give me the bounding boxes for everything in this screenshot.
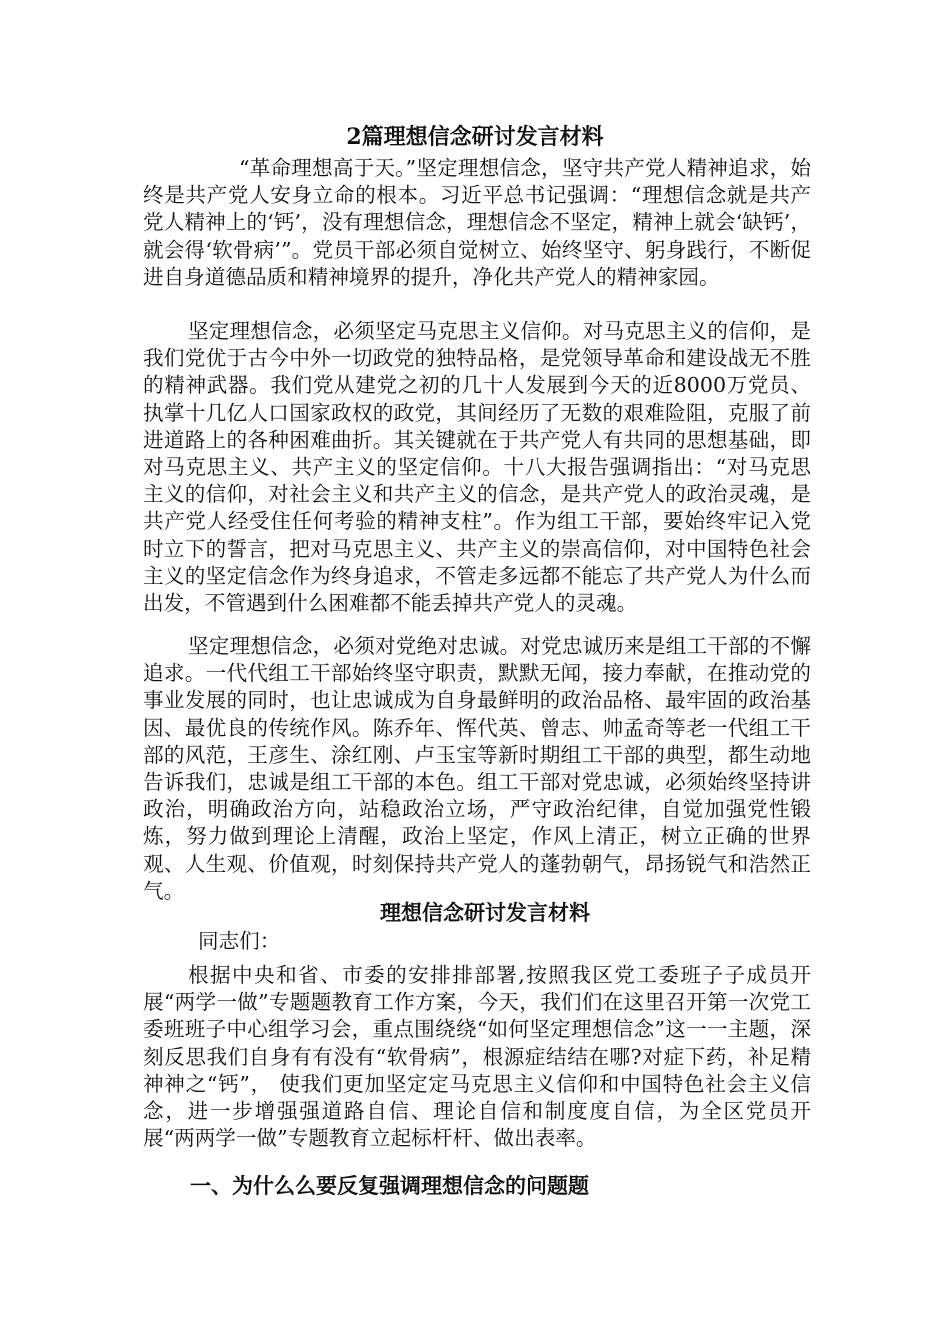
section-heading-one: 一、为什么么要反复强调理想信念的问题题 <box>190 1173 589 1198</box>
paragraph-loyalty: 坚定理想信念，必须对党绝对忠诚。对党忠诚历来是组工干部的不懈追求。一代代组工干部始终坚守职责，默默无闻，接力奉献，在推动党的事业发展的同时，也让忠诚成为自身最鲜明的政治品格、最牢固的政治基因、最优良的传统作风。陈乔年、恽代英、曾志、帅孟奇等老一代组工干部的风范，王彦生、涂红刚、卢玉宝等新时期组工干部的典型，都生动地告诉我们，忠诚是组工干部的本色。组工干部对党忠诚，必须始终坚持讲政治，明确政治方向，站稳政治立场，严守政治纪律，自觉加强党性锻炼，努力做到理论上清醒，政治上坚定，作风上清正，树立正确的世界观、人生观、价值观，时刻保持共产党人的蓬勃朝气，昂扬锐气和浩然正气。 <box>143 634 811 903</box>
greeting: 同志们： <box>198 929 281 953</box>
document-title: 2篇理想信念研讨发言材料 <box>346 124 604 150</box>
paragraph-intro: “革命理想高于天。”坚定理想信念，坚守共产党人精神追求，始终是共产党人安身立命的根本。习近平总书记强调：“理想信念就是共产党人精神上的‘钙’，没有理想信念，理想信念不坚定，精神上就会‘缺钙’，就会得‘软骨病’”。党员干部必须自觉树立、始终坚守、躬身践行，不断促进自身道德品质和精神境界的提升，净化共产党人的精神家园。 <box>143 156 811 289</box>
paragraph-study-session: 根据中央和省、市委的安排排部署,按照我区党工委班子子成员开展“两学一做”专题题教育工作方案，今天，我们们在这里召开第一次党工委班班子中心组学习会，重点围绕绕“如何坚定理想信念”这一一主题，深刻反思我们自身有有没有“软骨病”，根源症结结在哪?对症下药，补足精神神之“钙”， 使我们更加坚定定马克思主义信仰和中国特色社会主义信念，进一步增强强道路自信、理论自信和制度度自信，为全区党员开展“两两学一做”专题教育立起标杆杆、做出表率。 <box>143 963 811 1151</box>
second-document-title: 理想信念研讨发言材料 <box>380 900 590 925</box>
paragraph-marxism-faith: 坚定理想信念，必须坚定马克思主义信仰。对马克思主义的信仰，是我们党优于古今中外一切政党的独特品格，是党领导革命和建设战无不胜的精神武器。我们党从建党之初的几十人发展到今天的近8000万党员、执掌十几亿人口国家政权的政党，其间经历了无数的艰难险阻，克服了前进道路上的各种困难曲折。其关键就在于共产党人有共同的思想基础，即对马克思主义、共产主义的坚定信仰。十八大报告强调指出：“对马克思主义的信仰，对社会主义和共产主义的信念，是共产党人的政治灵魂，是共产党人经受住任何考验的精神支柱”。作为组工干部，要始终牢记入党时立下的誓言，把对马克思主义、共产主义的崇高信仰，对中国特色社会主义的坚定信念作为终身追求，不管走多远都不能忘了共产党人为什么而出发，不管遇到什么困难都不能丢掉共产党人的灵魂。 <box>143 319 811 616</box>
